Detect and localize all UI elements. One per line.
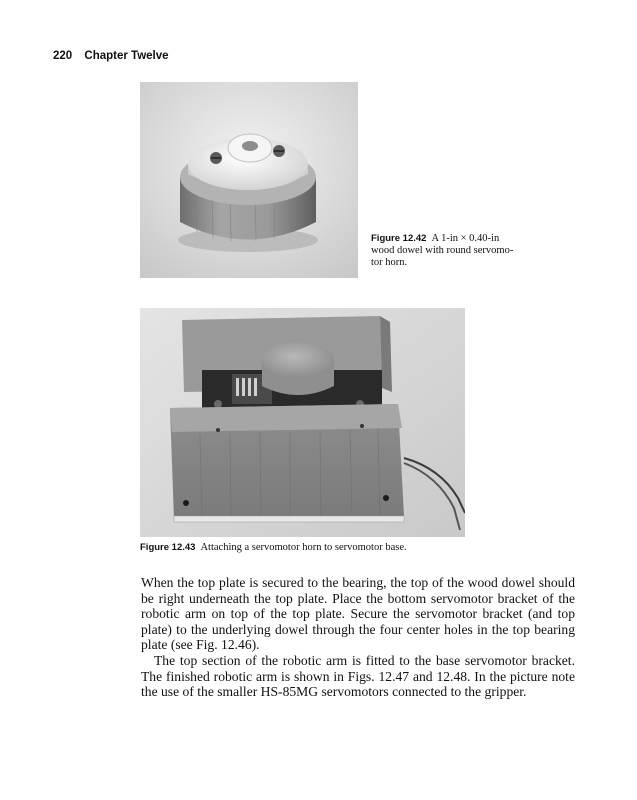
caption-text: Attaching a servomotor horn to servomotor base. bbox=[200, 542, 407, 553]
paragraph: The top section of the robotic arm is fitted to the base servomotor bracket. The finished robotic arm is shown in Figs. 12.47 and 12.48. In the picture note the use of the smaller HS-85MG servomotors connected to the gripper. bbox=[141, 652, 575, 700]
page-number: 220 bbox=[53, 50, 73, 62]
figure-12-42-caption bbox=[371, 233, 541, 269]
figure-label: Figure 12.42 bbox=[371, 233, 427, 244]
caption-line: wood dowel with round servomo- bbox=[371, 245, 514, 256]
caption-text: A 1-in × 0.40-in bbox=[431, 233, 500, 244]
figure-12-42-photo bbox=[140, 82, 358, 278]
caption-line: tor horn. bbox=[371, 257, 408, 268]
caption-line bbox=[371, 233, 541, 245]
chapter-title: Chapter Twelve bbox=[84, 50, 169, 62]
paragraph: When the top plate is secured to the bearing, the top of the wood dowel should be right underneath the top plate. Place the bottom servomotor bracket of the robotic arm on top of the top plate. Secure the servomotor bracket (and top plate) to the underlying dowel through the four center holes in the top bearing plate (see Fig. 12.46). bbox=[141, 575, 575, 653]
body-text bbox=[141, 575, 575, 700]
figure-12-43-caption bbox=[140, 542, 560, 554]
page-header bbox=[53, 50, 169, 62]
figure-label: Figure 12.43 bbox=[140, 542, 196, 553]
figure-12-43-photo bbox=[140, 308, 465, 537]
